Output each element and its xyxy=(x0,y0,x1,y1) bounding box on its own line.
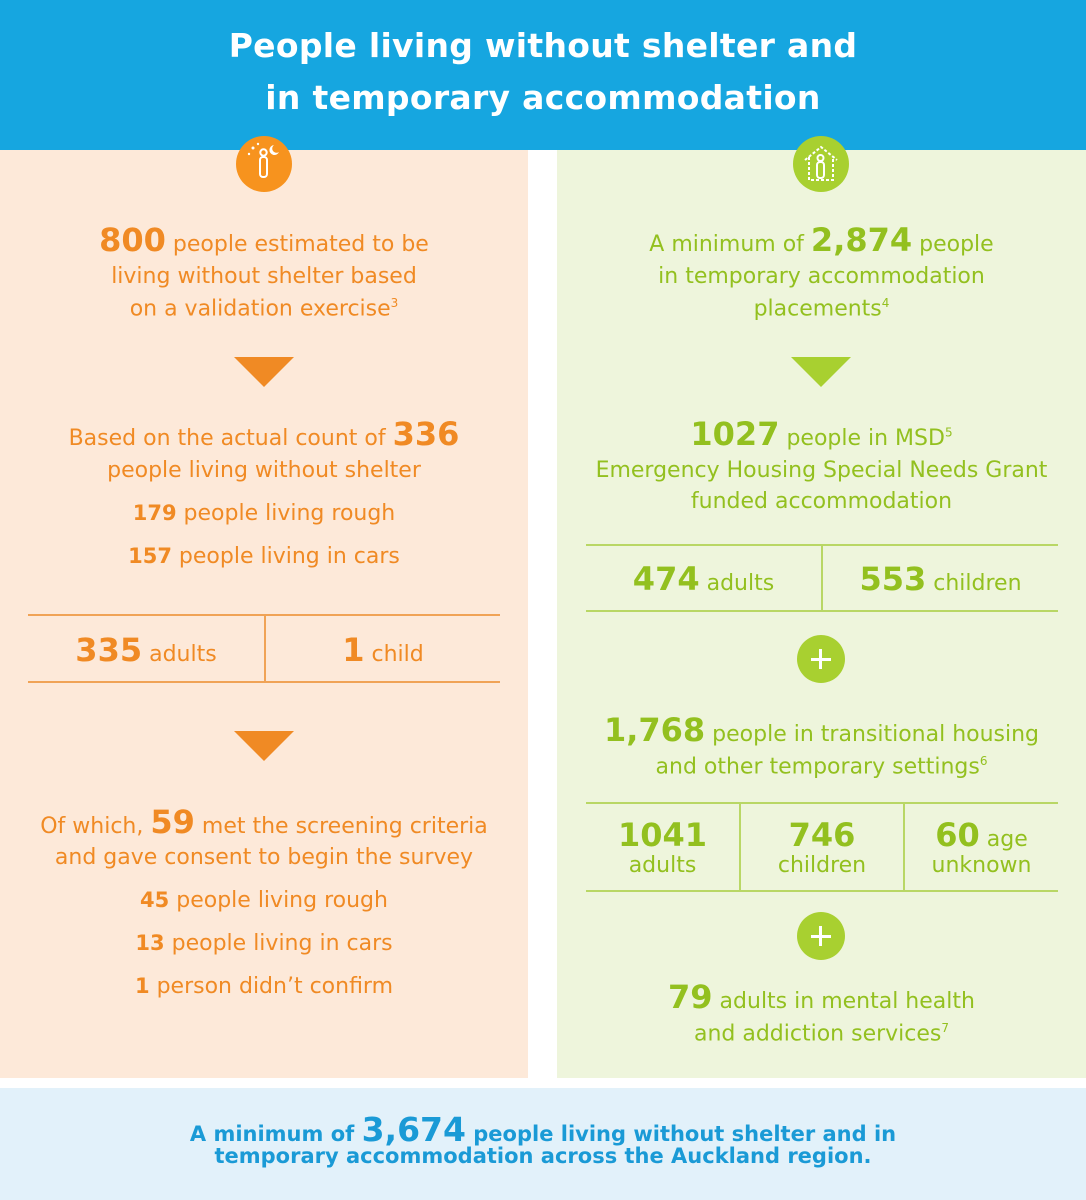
survey-unconfirmed-number: 1 xyxy=(134,974,150,998)
msd-adults-number: 474 xyxy=(632,560,700,598)
estimate-line-3-text: on a validation exercise xyxy=(129,296,391,322)
survey-text-post: met the screening criteria xyxy=(194,814,488,839)
transitional-children-number: 746 xyxy=(788,816,856,854)
minimum-text-pre: A minimum of xyxy=(649,232,811,257)
msd-adults-cell xyxy=(586,560,821,598)
count-number: 336 xyxy=(392,415,460,453)
transitional-unknown-line-1 xyxy=(905,816,1058,854)
survey-unconfirmed xyxy=(28,976,500,998)
count-adults-number: 335 xyxy=(75,631,143,669)
count-child-cell xyxy=(266,631,500,669)
estimate-line-1 xyxy=(28,221,500,259)
count-child-number: 1 xyxy=(342,631,365,669)
msd-line-3: funded accommodation xyxy=(690,489,953,514)
transitional-children-text: children xyxy=(777,853,867,878)
transitional-number: 1,768 xyxy=(603,711,706,749)
person-under-night-sky-icon xyxy=(236,136,292,192)
survey-line-1 xyxy=(14,803,514,841)
person-in-house-icon xyxy=(793,136,849,192)
count-cars-text: people living in cars xyxy=(171,544,400,569)
divider xyxy=(586,802,1058,804)
estimate-text: people estimated to be xyxy=(165,232,429,257)
footnote-4: 4 xyxy=(881,296,890,310)
transitional-adults-number: 1041 xyxy=(617,816,708,854)
plus-icon xyxy=(797,912,845,960)
summary-number: 3,674 xyxy=(361,1110,466,1149)
survey-cars-text: people living in cars xyxy=(164,931,393,956)
msd-number: 1027 xyxy=(690,415,780,453)
page-title-line-1: People living without shelter and xyxy=(228,26,858,65)
mental-line-2-text: and addiction services xyxy=(693,1021,942,1047)
survey-rough xyxy=(28,890,500,912)
transitional-line-2 xyxy=(557,755,1086,778)
transitional-adults-text: adults xyxy=(628,853,697,878)
transitional-line-1 xyxy=(557,711,1086,749)
survey-number: 59 xyxy=(150,803,195,841)
minimum-number: 2,874 xyxy=(810,221,913,259)
survey-text-pre: Of which, xyxy=(40,814,151,839)
survey-rough-text: people living rough xyxy=(169,888,388,913)
count-line-1 xyxy=(28,415,500,453)
plus-icon xyxy=(797,635,845,683)
divider xyxy=(586,890,1058,892)
summary-line-2: temporary accommodation across the Auckland region. xyxy=(214,1144,872,1168)
msd-text: people in MSD xyxy=(779,426,945,451)
count-rough-text: people living rough xyxy=(176,501,396,526)
transitional-unknown-text-b: unknown xyxy=(931,853,1032,878)
mental-line-2 xyxy=(557,1022,1086,1045)
transitional-unknown-text-a: age xyxy=(979,827,1028,852)
mental-text: adults in mental health xyxy=(712,989,975,1014)
count-adults-text: adults xyxy=(142,642,217,667)
count-text: Based on the actual count of xyxy=(68,426,393,451)
summary-text-pre: A minimum of xyxy=(189,1122,362,1146)
count-rough xyxy=(28,503,500,525)
footnote-3: 3 xyxy=(390,296,399,310)
transitional-text: people in transitional housing xyxy=(705,722,1040,747)
estimate-line-2: living without shelter based xyxy=(111,264,417,289)
msd-line-2: Emergency Housing Special Needs Grant xyxy=(595,458,1048,483)
survey-cars xyxy=(28,933,500,955)
transitional-line-2-text: and other temporary settings xyxy=(655,754,980,780)
down-arrow-icon xyxy=(791,357,851,387)
summary-footer xyxy=(0,1088,1086,1200)
count-line-2: people living without shelter xyxy=(107,458,421,483)
down-arrow-icon xyxy=(234,731,294,761)
header-banner xyxy=(0,0,1086,150)
minimum-line-2: in temporary accommodation xyxy=(658,264,985,289)
survey-cars-number: 13 xyxy=(135,931,165,955)
estimate-number: 800 xyxy=(99,221,166,259)
mental-line-1 xyxy=(557,978,1086,1016)
mental-number: 79 xyxy=(668,978,713,1016)
minimum-line-1 xyxy=(557,221,1086,259)
footnote-6: 6 xyxy=(979,754,988,768)
survey-unconfirmed-text: person didn’t confirm xyxy=(149,974,394,999)
count-cars-number: 157 xyxy=(128,544,172,568)
msd-line-1 xyxy=(557,415,1086,453)
survey-rough-number: 45 xyxy=(140,888,170,912)
count-rough-number: 179 xyxy=(132,501,177,525)
page-title-line-2: in temporary accommodation xyxy=(265,78,821,117)
count-adults-cell xyxy=(28,631,264,669)
minimum-line-3 xyxy=(557,297,1086,320)
transitional-unknown-number: 60 xyxy=(935,816,980,854)
msd-children-number: 553 xyxy=(859,560,927,598)
estimate-line-3 xyxy=(28,297,500,320)
count-cars xyxy=(28,546,500,568)
footnote-7: 7 xyxy=(941,1021,950,1035)
msd-adults-text: adults xyxy=(699,571,775,596)
summary-text-post: people living without shelter and in xyxy=(465,1122,897,1146)
count-child-text: child xyxy=(364,642,424,667)
msd-children-text: children xyxy=(926,571,1022,596)
footnote-5: 5 xyxy=(944,425,953,440)
survey-line-2: and gave consent to begin the survey xyxy=(54,845,474,870)
minimum-text-post: people xyxy=(912,232,994,257)
minimum-line-3-text: placements xyxy=(753,296,882,322)
down-arrow-icon xyxy=(234,357,294,387)
msd-children-cell xyxy=(823,560,1058,598)
